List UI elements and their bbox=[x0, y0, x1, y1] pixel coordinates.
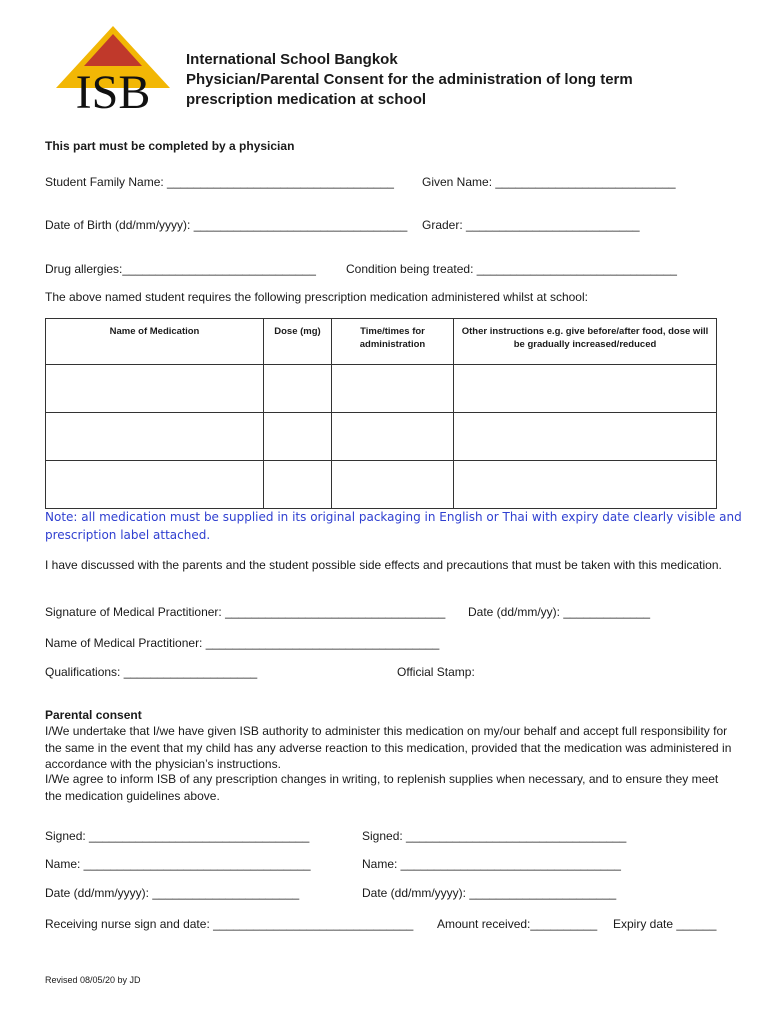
table-row bbox=[46, 461, 717, 509]
table-row bbox=[46, 365, 717, 413]
expiry-date-field[interactable]: Expiry date ______ bbox=[613, 917, 717, 931]
parent-name-field-left[interactable]: Name: __________________________________ bbox=[45, 857, 311, 871]
practitioner-signature-field[interactable]: Signature of Medical Practitioner: _________________________________ bbox=[45, 605, 446, 619]
given-name-field[interactable]: Given Name: ___________________________ bbox=[422, 175, 676, 189]
qualifications-field[interactable]: Qualifications: ____________________ bbox=[45, 665, 258, 679]
nurse-sign-date-field[interactable]: Receiving nurse sign and date: ______________________________ bbox=[45, 917, 414, 931]
instructions-cell[interactable] bbox=[454, 413, 717, 461]
physician-declaration: I have discussed with the parents and the student possible side effects and precautions that must be taken with this medication. bbox=[45, 558, 722, 572]
col-header-time: Time/times for administration bbox=[332, 319, 454, 365]
col-header-medication-name: Name of Medication bbox=[46, 319, 264, 365]
grade-field[interactable]: Grader: __________________________ bbox=[422, 218, 640, 232]
parent-signed-field-right[interactable]: Signed: _________________________________ bbox=[362, 829, 627, 843]
parental-consent-heading: Parental consent bbox=[45, 708, 142, 722]
parent-name-field-right[interactable]: Name: _________________________________ bbox=[362, 857, 621, 871]
condition-treated-field[interactable]: Condition being treated: ______________________________ bbox=[346, 262, 677, 276]
parental-consent-paragraph-1: I/We undertake that I/we have given ISB authority to administer this medication on my/our behalf and accept full responsibility for the same in the event that my child has any adverse reaction to this medication, provided that the medication was administered in accordance with the physician’s instructions. bbox=[45, 724, 732, 771]
drug-allergies-field[interactable]: Drug allergies:_____________________________ bbox=[45, 262, 316, 276]
instructions-cell[interactable] bbox=[454, 461, 717, 509]
amount-received-field[interactable]: Amount received:__________ bbox=[437, 917, 598, 931]
parent-signed-field-left[interactable]: Signed: _________________________________ bbox=[45, 829, 310, 843]
dose-cell[interactable] bbox=[264, 365, 332, 413]
form-title-line1: Physician/Parental Consent for the administration of long term bbox=[186, 71, 633, 88]
col-header-dose: Dose (mg) bbox=[264, 319, 332, 365]
medication-name-cell[interactable] bbox=[46, 461, 264, 509]
time-cell[interactable] bbox=[332, 365, 454, 413]
dose-cell[interactable] bbox=[264, 461, 332, 509]
col-header-other-instructions: Other instructions e.g. give before/after food, dose will be gradually increased/reduced bbox=[454, 319, 717, 365]
note-line1: Note: all medication must be supplied in its original packaging in English or Thai with expiry date clearly visible and bbox=[45, 510, 742, 524]
revision-footer: Revised 08/05/20 by JD bbox=[45, 975, 141, 985]
note-line2: prescription label attached. bbox=[45, 528, 211, 542]
parent-date-field-right[interactable]: Date (dd/mm/yyyy): ______________________ bbox=[362, 886, 617, 900]
date-of-birth-field[interactable]: Date of Birth (dd/mm/yyyy): ________________________________ bbox=[45, 218, 408, 232]
parent-date-field-left[interactable]: Date (dd/mm/yyyy): ______________________ bbox=[45, 886, 300, 900]
table-row bbox=[46, 413, 717, 461]
dose-cell[interactable] bbox=[264, 413, 332, 461]
official-stamp-label: Official Stamp: bbox=[397, 665, 475, 679]
medication-table-header bbox=[46, 319, 717, 365]
time-cell[interactable] bbox=[332, 413, 454, 461]
practitioner-name-field[interactable]: Name of Medical Practitioner: ___________________________________ bbox=[45, 636, 440, 650]
document-title bbox=[186, 50, 633, 110]
medication-name-cell[interactable] bbox=[46, 413, 264, 461]
medication-table bbox=[45, 318, 717, 509]
logo-text: ISB bbox=[75, 66, 151, 114]
form-title-line2: prescription medication at school bbox=[186, 91, 427, 108]
school-name: International School Bangkok bbox=[186, 51, 398, 68]
physician-section-heading: This part must be completed by a physician bbox=[45, 139, 295, 153]
instructions-cell[interactable] bbox=[454, 365, 717, 413]
medication-intro-text: The above named student requires the following prescription medication administered whilst at school: bbox=[45, 290, 588, 304]
time-cell[interactable] bbox=[332, 461, 454, 509]
student-family-name-field[interactable]: Student Family Name: __________________________________ bbox=[45, 175, 394, 189]
medication-name-cell[interactable] bbox=[46, 365, 264, 413]
parental-consent-paragraph-2: I/We agree to inform ISB of any prescription changes in writing, to replenish supplies when necessary, and to ensure they meet the medication guidelines above. bbox=[45, 772, 719, 803]
isb-logo bbox=[54, 24, 172, 114]
packaging-note bbox=[45, 508, 742, 544]
practitioner-date-field[interactable]: Date (dd/mm/yy): _____________ bbox=[468, 605, 651, 619]
